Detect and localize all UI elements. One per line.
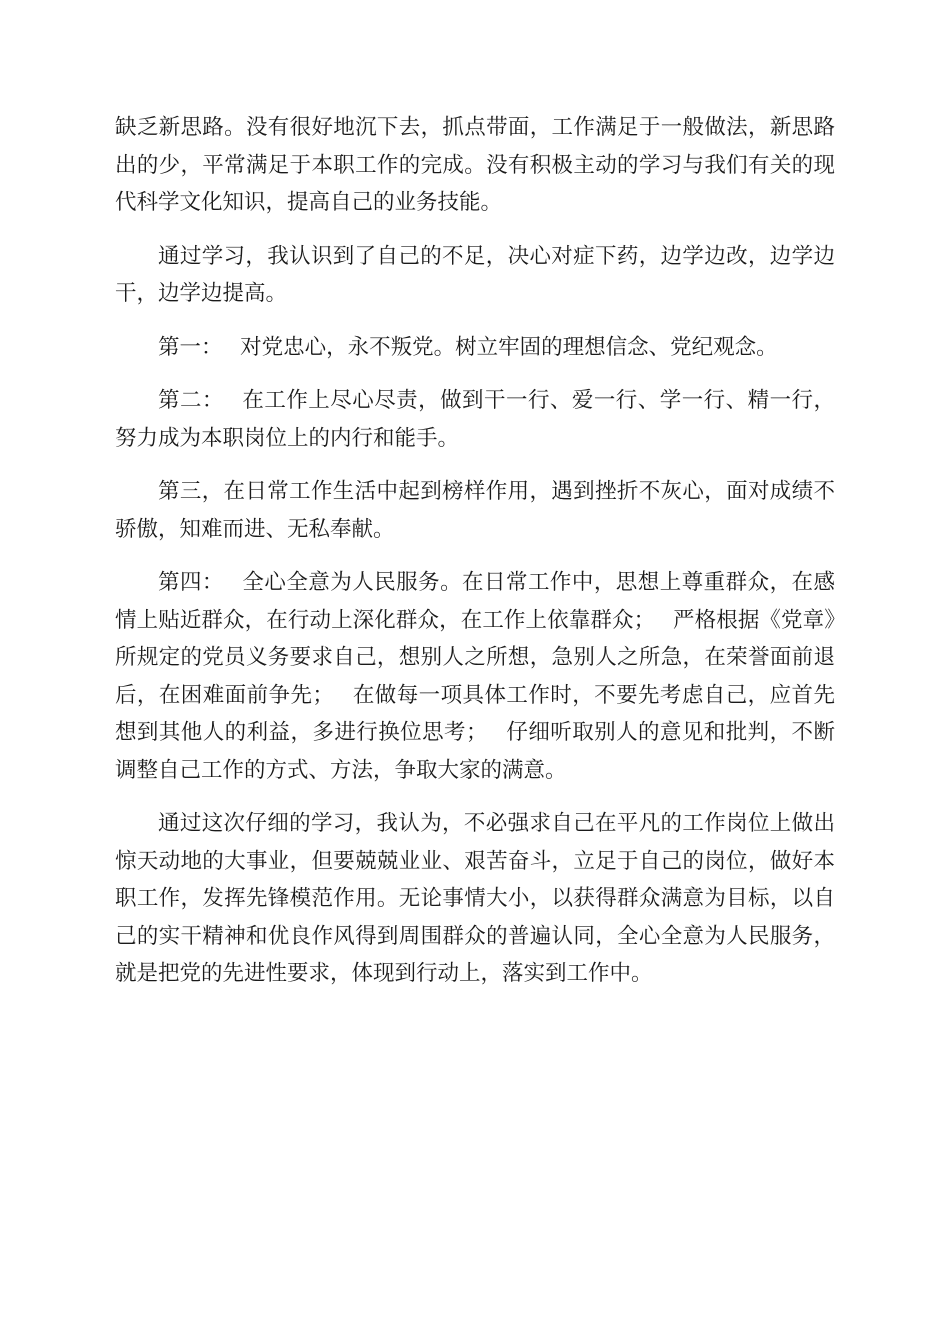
paragraph-learning-resolve: 通过学习，我认识到了自己的不足，决心对症下药，边学边改，边学边干，边学边提高。	[115, 243, 835, 306]
document-body	[115, 109, 835, 1009]
paragraph-continued: 缺乏新思路。没有很好地沉下去，抓点带面，工作满足于一般做法，新思路出的少，平常满足于本职工作的完成。没有积极主动的学习与我们有关的现代科学文化知识，提高自己的业务技能。	[115, 115, 835, 215]
paragraph-point-three: 第三，在日常工作生活中起到榜样作用，遇到挫折不灰心，面对成绩不骄傲，知难而进、无私奉献。	[115, 479, 835, 542]
paragraph-point-two: 第二： 在工作上尽心尽责，做到干一行、爱一行、学一行、精一行，努力成为本职岗位上的内行和能手。	[115, 388, 835, 451]
paragraph-point-four: 第四： 全心全意为人民服务。在日常工作中，思想上尊重群众，在感情上贴近群众，在行动上深化群众，在工作上依靠群众； 严格根据《党章》所规定的党员义务要求自己，想别人之所想，急别人之所急，在荣誉面前退后，在困难面前争先； 在做每一项具体工作时，不要先考虑自己，应首先想到其他人的利益，多进行换位思考； 仔细听取别人的意见和批判，不断调整自己工作的方式、方法，争取大家的满意。	[115, 570, 835, 783]
paragraph-conclusion: 通过这次仔细的学习，我认为，不必强求自己在平凡的工作岗位上做出惊天动地的大事业，但要兢兢业业、艰苦奋斗，立足于自己的岗位，做好本职工作，发挥先锋模范作用。无论事情大小，以获得群众满意为目标，以自己的实干精神和优良作风得到周围群众的普遍认同，全心全意为人民服务，就是把党的先进性要求，体现到行动上，落实到工作中。	[115, 811, 835, 986]
paragraph-point-one: 第一： 对党忠心，永不叛党。树立牢固的理想信念、党纪观念。	[158, 334, 778, 360]
